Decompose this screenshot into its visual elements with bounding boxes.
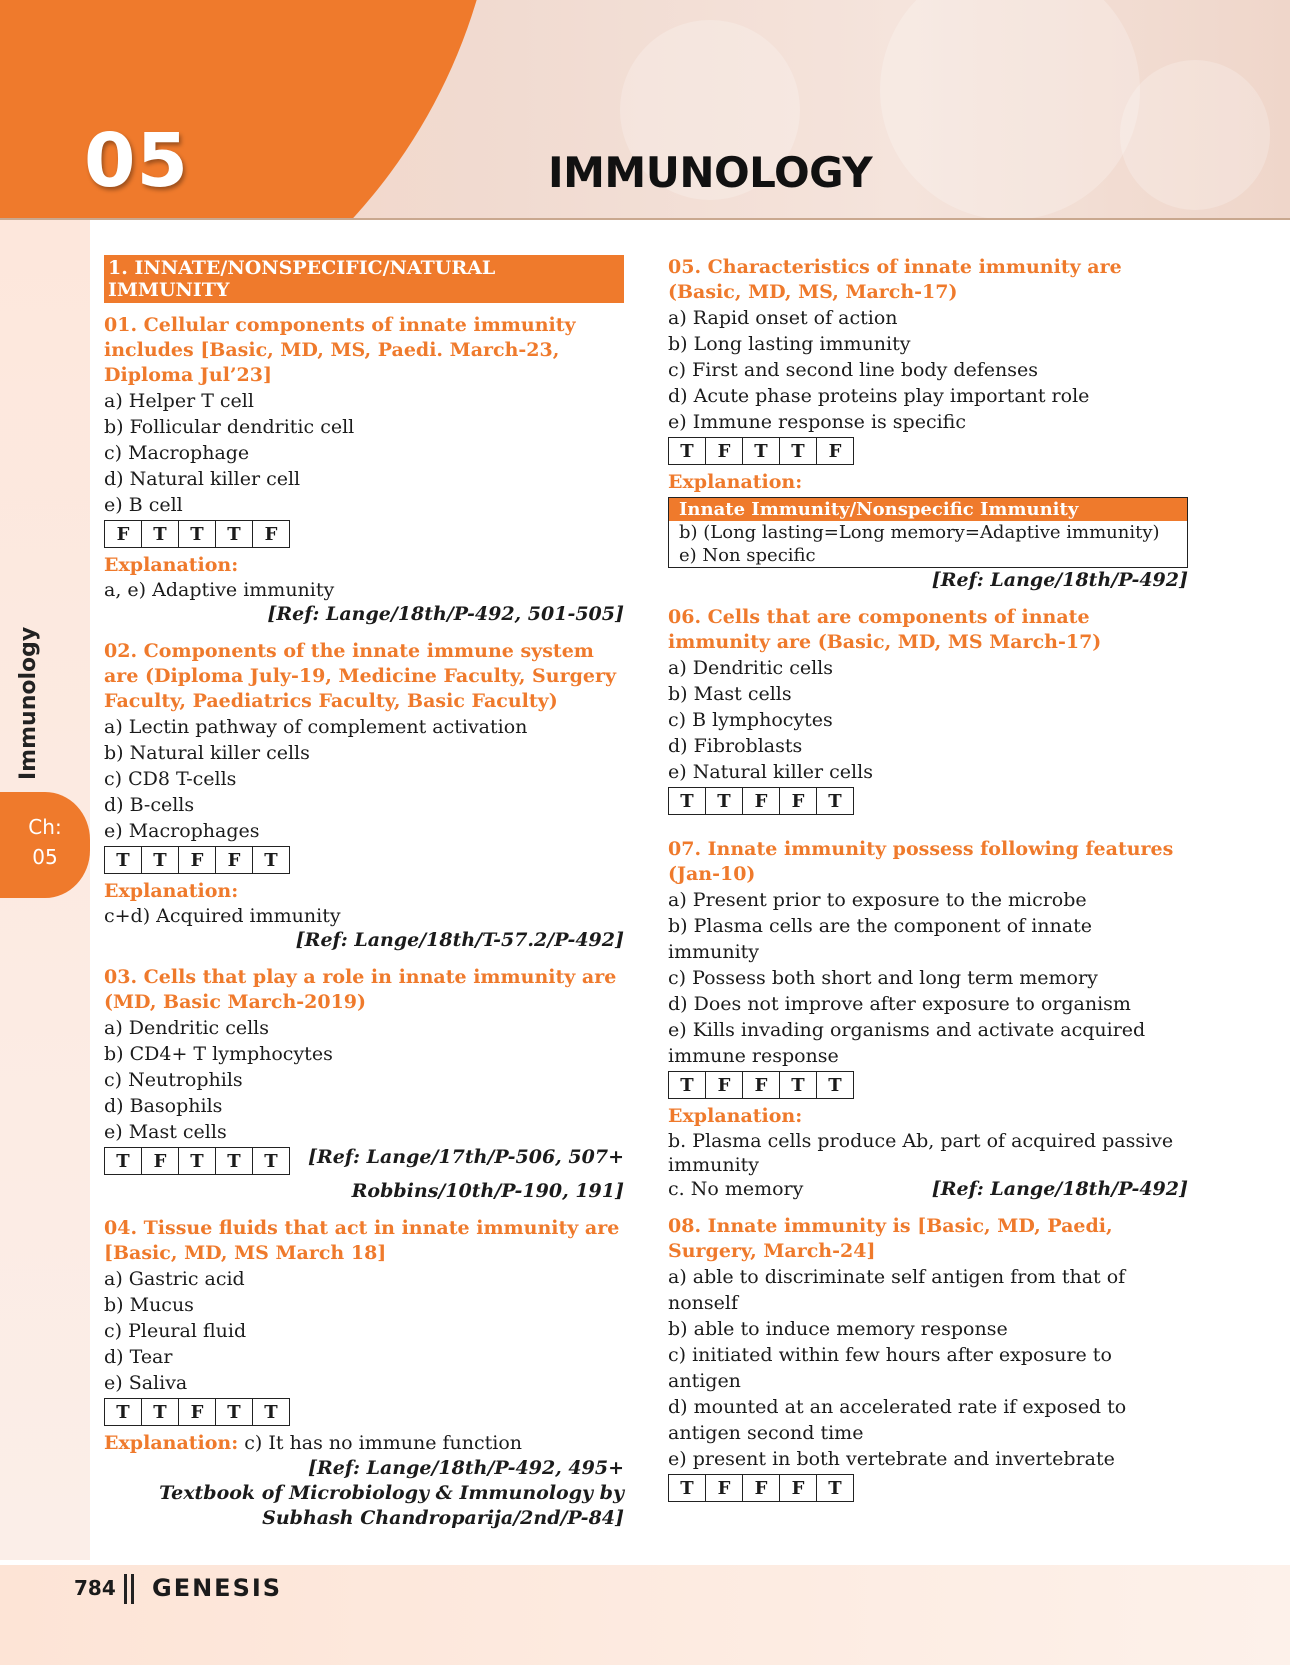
answer-cell: T	[669, 788, 706, 814]
explanation-heading: Explanation:	[104, 1432, 239, 1454]
option: d) mounted at an accelerated rate if exposed to antigen second time	[668, 1396, 1127, 1444]
table-row: b) (Long lasting=Long memory=Adaptive immunity)	[679, 522, 1160, 543]
option: b) Natural killer cells	[104, 742, 310, 764]
answer-cell: T	[780, 1072, 817, 1098]
answer-cell: T	[179, 521, 216, 547]
option: e) Macrophages	[104, 820, 260, 842]
option: d) Acute phase proteins play important role	[668, 385, 1090, 407]
question-title: 07. Innate immunity possess following features (Jan-10)	[668, 838, 1174, 885]
option: a) Present prior to exposure to the microbe	[668, 889, 1087, 911]
chapter-number: 05	[84, 118, 189, 204]
answer-cell: T	[264, 1401, 278, 1423]
answer-cell: T	[264, 1150, 278, 1172]
option: a) Gastric acid	[104, 1268, 245, 1290]
explanation-table	[668, 497, 1188, 568]
answer-cell: F	[706, 1475, 743, 1501]
explanation-heading: Explanation:	[668, 1105, 803, 1127]
question-title: 02. Components of the innate immune system are (Diploma July-19, Medicine Faculty, Surgery Faculty, Paediatrics Faculty, Basic Faculty)	[104, 640, 617, 712]
option: e) Saliva	[104, 1372, 188, 1394]
banner-cell-shape	[880, 0, 1140, 220]
answer-cell: T	[216, 1399, 253, 1425]
option: e) Mast cells	[104, 1121, 227, 1143]
chapter-tab	[0, 792, 90, 898]
option: e) Immune response is specific	[668, 411, 966, 433]
answer-key	[104, 520, 290, 548]
option: c) CD8 T-cells	[104, 768, 237, 790]
question-06	[668, 605, 1188, 819]
answer-cell: T	[216, 1148, 253, 1174]
answer-cell: F	[706, 1072, 743, 1098]
answer-cell: F	[706, 438, 743, 464]
option: a) Helper T cell	[104, 390, 254, 412]
banner-cell-shape	[1120, 60, 1270, 210]
option: d) Natural killer cell	[104, 468, 301, 490]
banner-accent-shape	[0, 0, 500, 220]
option: c) B lymphocytes	[668, 709, 833, 731]
option: b) Long lasting immunity	[668, 333, 911, 355]
option: d) B-cells	[104, 794, 195, 816]
option: b) Mucus	[104, 1294, 194, 1316]
option: d) Fibroblasts	[668, 735, 803, 757]
answer-cell: T	[669, 1072, 706, 1098]
answer-cell: T	[216, 521, 253, 547]
option: a) Dendritic cells	[668, 657, 833, 679]
option: b) Plasma cells are the component of innate immunity	[668, 915, 1092, 963]
reference: Subhash Chandroparija/2nd/P-84]	[262, 1507, 624, 1529]
option: d) Tear	[104, 1346, 173, 1368]
question-title: 08. Innate immunity is [Basic, MD, Paedi, Surgery, March-24]	[668, 1215, 1113, 1262]
table-header: Innate Immunity/Nonspecific Immunity	[669, 498, 1187, 521]
explanation-text: b. Plasma cells produce Ab, part of acquired passive immunity	[668, 1130, 1174, 1176]
answer-cell: F	[828, 440, 842, 462]
reference: [Ref: Lange/18th/P-492]	[931, 1178, 1188, 1200]
answer-cell: F	[105, 521, 142, 547]
question-title: 05. Characteristics of innate immunity are (Basic, MD, MS, March-17)	[668, 256, 1122, 303]
question-title: 04. Tissue fluids that act in innate immunity are [Basic, MD, MS March 18]	[104, 1217, 620, 1264]
reference: [Ref: Lange/18th/P-492, 495+	[307, 1457, 624, 1479]
explanation-heading: Explanation:	[104, 554, 239, 576]
option: c) Pleural fluid	[104, 1320, 247, 1342]
answer-cell: T	[669, 438, 706, 464]
answer-cell: T	[780, 438, 817, 464]
option: a) Rapid onset of action	[668, 307, 898, 329]
reference: [Ref: Lange/18th/P-492, 501-505]	[267, 603, 624, 625]
option: b) Follicular dendritic cell	[104, 416, 355, 438]
option: d) Basophils	[104, 1095, 223, 1117]
answer-key	[668, 437, 854, 465]
answer-cell: T	[142, 847, 179, 873]
answer-cell: T	[669, 1475, 706, 1501]
answer-cell: F	[780, 1475, 817, 1501]
answer-cell: T	[743, 438, 780, 464]
answer-key	[668, 1474, 854, 1502]
answer-cell: F	[743, 788, 780, 814]
question-title: 01. Cellular components of innate immunity includes [Basic, MD, MS, Paedi. March-23, Diploma Jul’23]	[104, 314, 576, 386]
section-heading: 1. INNATE/NONSPECIFIC/NATURAL IMMUNITY	[104, 255, 624, 303]
reference: [Ref: Lange/18th/P-492]	[931, 569, 1188, 591]
explanation-text: a, e) Adaptive immunity	[104, 579, 335, 601]
answer-cell: T	[706, 788, 743, 814]
option: b) CD4+ T lymphocytes	[104, 1043, 333, 1065]
answer-cell: T	[179, 1148, 216, 1174]
answer-cell: T	[264, 849, 278, 871]
question-05	[668, 255, 1188, 593]
option: b) Mast cells	[668, 683, 792, 705]
option: b) able to induce memory response	[668, 1318, 1008, 1340]
option: c) initiated within few hours after exposure to antigen	[668, 1344, 1112, 1392]
question-title: 06. Cells that are components of innate immunity are (Basic, MD, MS March-17)	[668, 606, 1102, 653]
explanation	[104, 1430, 624, 1456]
answer-key	[104, 846, 290, 874]
answer-cell: F	[216, 847, 253, 873]
answer-cell: F	[179, 1399, 216, 1425]
reference: Textbook of Microbiology & Immunology by	[159, 1482, 624, 1504]
option: e) Kills invading organisms and activate acquired immune response	[668, 1019, 1146, 1067]
reference: [Ref: Lange/17th/P-506, 507+	[307, 1146, 624, 1168]
left-column	[104, 255, 624, 1543]
option: e) B cell	[104, 494, 183, 516]
chapter-tab-label: Ch:	[28, 815, 62, 839]
answer-key	[668, 787, 854, 815]
footer-divider	[124, 1574, 134, 1604]
question-04	[104, 1216, 624, 1531]
answer-cell: T	[828, 790, 842, 812]
answer-key	[104, 1147, 290, 1175]
answer-key	[668, 1071, 854, 1099]
option: a) Lectin pathway of complement activation	[104, 716, 528, 738]
answer-cell: T	[105, 847, 142, 873]
chapter-tab-number: 05	[32, 845, 58, 869]
question-title: 03. Cells that play a role in innate immunity are (MD, Basic March-2019)	[104, 966, 617, 1013]
option: c) Neutrophils	[104, 1069, 243, 1091]
right-column	[668, 255, 1188, 1518]
answer-cell: F	[264, 523, 278, 545]
answer-cell: F	[780, 788, 817, 814]
reference: Robbins/10th/P-190, 191]	[351, 1180, 624, 1202]
question-03	[104, 965, 624, 1204]
answer-cell: T	[105, 1399, 142, 1425]
option: c) Possess both short and long term memory	[668, 967, 1098, 989]
explanation-text: c. No memory	[668, 1178, 804, 1200]
option: c) Macrophage	[104, 442, 250, 464]
option: e) present in both vertebrate and invertebrate	[668, 1448, 1115, 1470]
answer-cell: F	[179, 847, 216, 873]
chapter-title: IMMUNOLOGY	[548, 148, 873, 197]
answer-cell: T	[105, 1148, 142, 1174]
option: a) able to discriminate self antigen from that of nonself	[668, 1266, 1126, 1314]
reference: [Ref: Lange/18th/T-57.2/P-492]	[295, 929, 624, 951]
answer-cell: F	[142, 1148, 179, 1174]
page-number: 784	[74, 1576, 116, 1600]
question-02	[104, 639, 624, 953]
answer-cell: F	[743, 1475, 780, 1501]
answer-cell: F	[743, 1072, 780, 1098]
table-row: e) Non specific	[679, 545, 816, 566]
answer-cell: T	[142, 1399, 179, 1425]
option: e) Natural killer cells	[668, 761, 873, 783]
explanation-row	[668, 1177, 1188, 1202]
answer-cell: T	[142, 521, 179, 547]
banner-divider	[0, 218, 1290, 220]
brand-logo: GENESIS	[152, 1574, 283, 1602]
explanation-heading: Explanation:	[104, 880, 239, 902]
side-chapter-label: Immunology	[16, 626, 41, 780]
question-07	[668, 837, 1188, 1202]
answer-key	[104, 1398, 290, 1426]
answer-row	[104, 1145, 624, 1179]
explanation-heading: Explanation:	[668, 471, 803, 493]
answer-cell: T	[828, 1074, 842, 1096]
explanation-text: c) It has no immune function	[238, 1432, 523, 1454]
question-01	[104, 313, 624, 627]
option: a) Dendritic cells	[104, 1017, 269, 1039]
option: d) Does not improve after exposure to organism	[668, 993, 1131, 1015]
answer-cell: T	[828, 1477, 842, 1499]
explanation-text: c+d) Acquired immunity	[104, 905, 341, 927]
option: c) First and second line body defenses	[668, 359, 1039, 381]
question-08	[668, 1214, 1188, 1506]
